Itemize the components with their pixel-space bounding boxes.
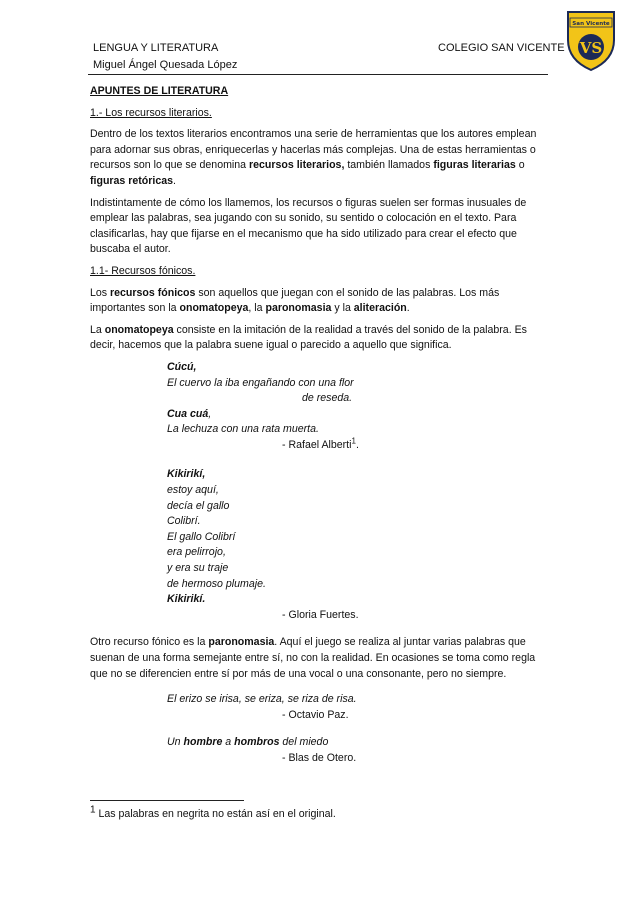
- logo-text: San Vicente: [572, 21, 610, 27]
- section-heading-1-1: 1.1- Recursos fónicos.: [90, 264, 196, 277]
- paragraph-intro: Dentro de los textos literarios encontramos una serie de herramientas que los autores emplean para adornar sus obras, enriquecerlas y hacerlas más complejas. Una de estas herramientas o recursos son lo que se denomina recursos literarios, también llamados figuras literarias o figuras retóricas.: [90, 128, 537, 187]
- poem-line: Cua cuá,: [167, 407, 212, 420]
- poem-signature: - Gloria Fuertes.: [282, 608, 359, 621]
- school-logo: [566, 10, 616, 72]
- poem-line: Kikirikí,: [167, 468, 206, 481]
- header-left: [93, 40, 237, 74]
- poem-line: Colibrí.: [167, 515, 201, 528]
- example-signature: - Blas de Otero.: [282, 751, 357, 764]
- poem-line: de reseda.: [302, 392, 353, 405]
- paragraph-phonic: Los recursos fónicos son aquellos que juegan con el sonido de las palabras. Los más importantes son la onomatopeya, la paronomasia y la aliteración.: [90, 286, 500, 315]
- author-name: Miguel Ángel Quesada López: [93, 59, 238, 71]
- paragraph-classification: Indistintamente de cómo los llamemos, los recursos o figuras suelen ser formas inusuales de emplear las palabras, sea jugando con su sonido, su sentido o colocación en el texto. Para clasificarlas, hay que fijarse en el mecanismo que ha sido utilizado para crear el efecto que buscaba el autor.: [90, 196, 527, 256]
- poem-line: Kikirikí.: [167, 593, 206, 606]
- example-signature: - Octavio Paz.: [282, 708, 349, 721]
- poem-line: estoy aquí,: [167, 484, 219, 497]
- example-line: Un hombre a hombros del miedo: [167, 736, 329, 749]
- school-name: COLEGIO SAN VICENTE: [438, 42, 565, 54]
- poem-line: era pelirrojo,: [167, 546, 226, 559]
- poem-line: La lechuza con una rata muerta.: [167, 423, 319, 436]
- poem-line: El cuervo la iba engañando con una flor: [167, 376, 354, 389]
- footnote-separator: [90, 800, 244, 801]
- poem-line: de hermoso plumaje.: [167, 577, 266, 590]
- paragraph-paronomasia: Otro recurso fónico es la paronomasia. Aquí el juego se realiza al juntar varias palabras que suenan de una forma semejante entre sí, no con la realidad. En ocasiones se toma como regla que no se diferencien entre sí por más de una vocal o una consonante, pero no siempre.: [90, 636, 536, 680]
- document-title: APUNTES DE LITERATURA: [90, 85, 229, 97]
- header-rule: [88, 74, 548, 75]
- footnote-text: Las palabras en negrita no están así en el original.: [95, 808, 336, 820]
- footnote: [90, 806, 336, 822]
- subject-title: LENGUA Y LITERATURA: [93, 42, 219, 54]
- logo-monogram: VS: [579, 39, 603, 57]
- paragraph-onomatopoeia: La onomatopeya consiste en la imitación de la realidad a través del sonido de la palabra. Es decir, hacemos que la palabra suene igual o parecido a aquello que significa.: [90, 323, 527, 352]
- poem-fuertes: [167, 467, 550, 623]
- poem-signature: - Rafael Alberti$^1$.: [282, 436, 359, 451]
- example-paz: [167, 692, 550, 723]
- poem-alberti: [167, 360, 550, 454]
- poem-line: El gallo Colibrí: [167, 530, 236, 543]
- poem-line: y era su traje: [167, 562, 229, 575]
- footnote-number: 1: [90, 804, 96, 816]
- document-body: [90, 84, 550, 767]
- poem-line: Cúcú,: [167, 360, 197, 373]
- section-heading-1: 1.- Los recursos literarios.: [90, 106, 212, 119]
- poem-line: decía el gallo: [167, 499, 230, 512]
- example-line: El erizo se irisa, se eriza, se riza de risa.: [167, 693, 357, 706]
- example-otero: [167, 735, 550, 766]
